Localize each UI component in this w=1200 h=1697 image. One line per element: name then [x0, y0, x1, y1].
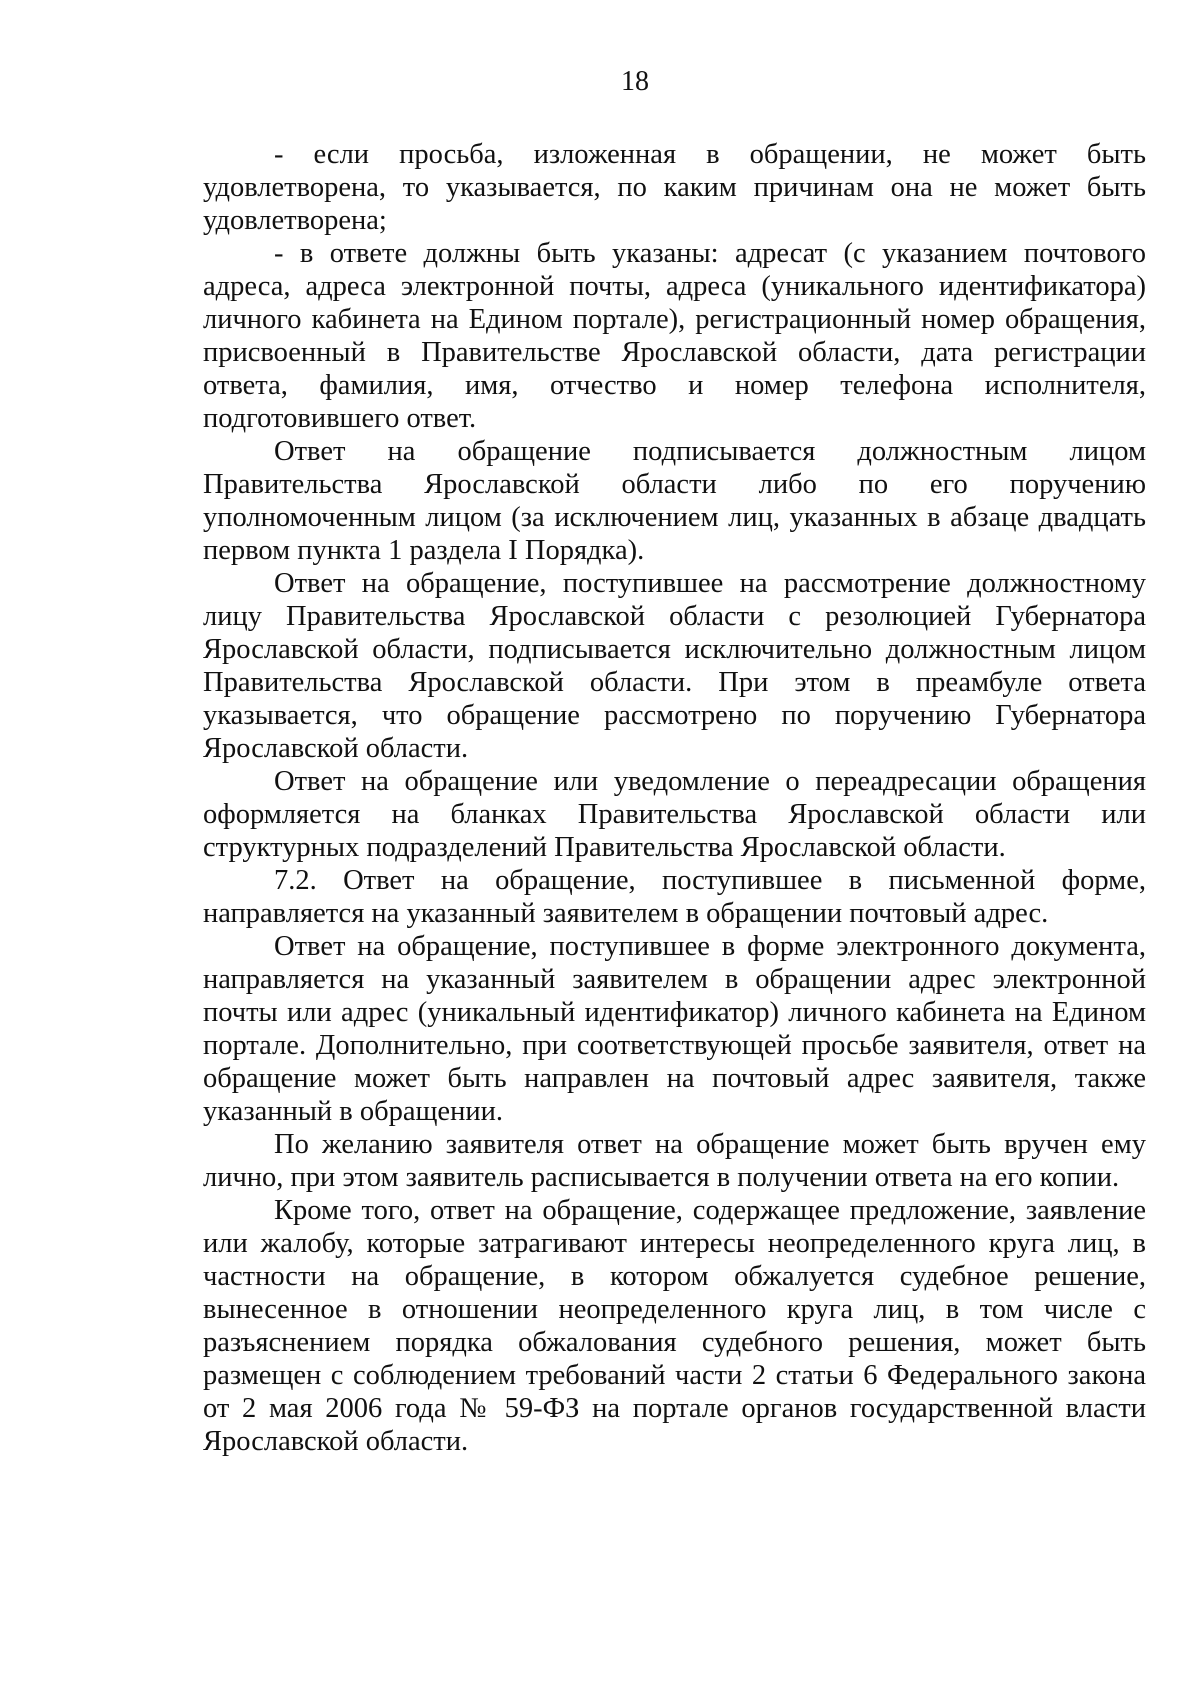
paragraph-letterhead: Ответ на обращение или уведомление о переадресации обращения оформляется на бланках Правительства Ярославской области или структурных подразделений Правительства Ярославской области.: [203, 766, 1146, 863]
page-number: 18: [621, 66, 649, 97]
paragraph-answer-signature: Ответ на обращение подписывается должностным лицом Правительства Ярославской области либо по его поручению уполномоченным лицом (за исключением лиц, указанных в абзаце двадцать первом пункта 1 раздела I Порядка).: [203, 436, 1146, 566]
paragraph-electronic-answer: Ответ на обращение, поступившее в форме электронного документа, направляется на указанный заявителем в обращении адрес электронной почты или адрес (уникальный идентификатор) личного кабинета на Едином портале. Дополнительно, при соответствующей просьбе заявителя, ответ на обращение может быть направлен на почтовый адрес заявителя, также указанный в обращении.: [203, 931, 1146, 1127]
paragraph-refusal-reason: - если просьба, изложенная в обращении, не может быть удовлетворена, то указывается, по каким причинам она не может быть удовлетворена;: [203, 139, 1146, 236]
document-body: [203, 138, 1146, 1458]
paragraph-section-7-2: 7.2. Ответ на обращение, поступившее в письменной форме, направляется на указанный заявителем в обращении почтовый адрес.: [203, 865, 1146, 929]
paragraph-public-portal: Кроме того, ответ на обращение, содержащее предложение, заявление или жалобу, которые затрагивают интересы неопределенного круга лиц, в частности на обращение, в котором обжалуется судебное решение, вынесенное в отношении неопределенного круга лиц, в том числе с разъяснением порядка обжалования судебного решения, может быть размещен с соблюдением требований части 2 статьи 6 Федерального закона от 2 мая 2006 года № 59-ФЗ на портале органов государственной власти Ярославской области.: [203, 1195, 1146, 1457]
paragraph-governor-resolution: Ответ на обращение, поступившее на рассмотрение должностному лицу Правительства Ярославской области с резолюцией Губернатора Ярославской области, подписывается исключительно должностным лицом Правительства Ярославской области. При этом в преамбуле ответа указывается, что обращение рассмотрено по поручению Губернатора Ярославской области.: [203, 568, 1146, 764]
paragraph-answer-requisites: - в ответе должны быть указаны: адресат (с указанием почтового адреса, адреса электронной почты, адреса (уникального идентификатора) личного кабинета на Едином портале), регистрационный номер обращения, присвоенный в Правительстве Ярославской области, дата регистрации ответа, фамилия, имя, отчество и номер телефона исполнителя, подготовившего ответ.: [203, 238, 1146, 434]
paragraph-personal-delivery: По желанию заявителя ответ на обращение может быть вручен ему лично, при этом заявитель расписывается в получении ответа на его копии.: [203, 1129, 1146, 1193]
